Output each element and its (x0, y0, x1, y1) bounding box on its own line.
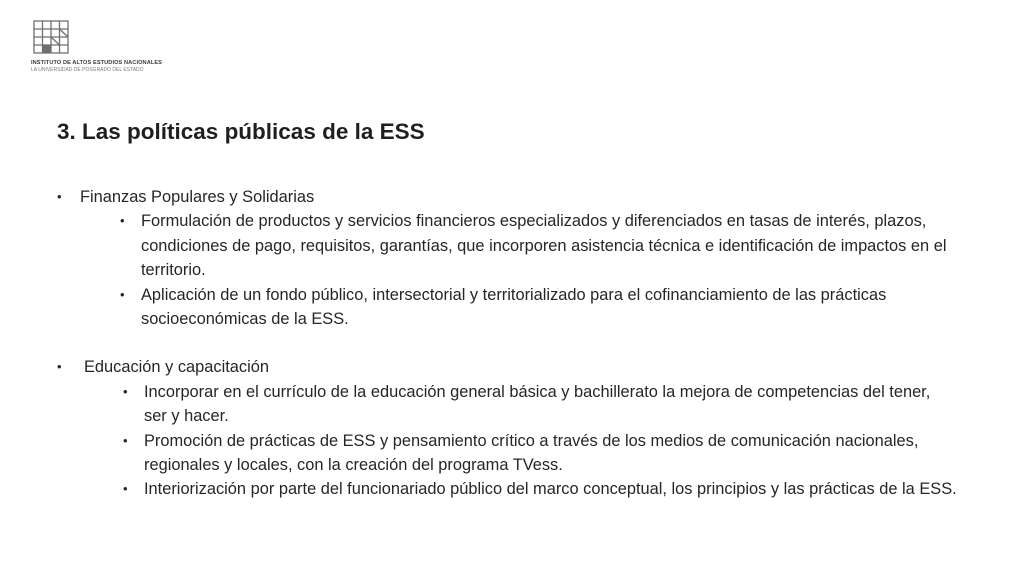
institute-logo (31, 20, 161, 73)
bullet-icon: • (57, 189, 62, 204)
list-item (119, 283, 957, 332)
section-finanzas (57, 185, 957, 331)
slide-content (57, 185, 957, 502)
section-heading: Finanzas Populares y Solidarias (80, 188, 315, 206)
list-item-text: Promoción de prácticas de ESS y pensamiento crítico a través de los medios de comunicación nacionales, regionales y locales, con la creación del programa TVess. (144, 431, 919, 475)
list-item (122, 380, 957, 429)
section-items (80, 209, 957, 331)
list-item-text: Aplicación de un fondo público, intersectorial y territorializado para el cofinanciamiento de las prácticas socioeconómicas de la ESS. (141, 285, 887, 329)
section-heading: Educación y capacitación (84, 358, 269, 377)
logo-subtitle: LA UNIVERSIDAD DE POSGRADO DEL ESTADO (31, 67, 144, 73)
section-items (84, 380, 957, 502)
bullet-icon: • (120, 213, 125, 229)
section-educacion (57, 355, 957, 501)
bullet-icon: • (120, 286, 125, 302)
list-item-text: Incorporar en el currículo de la educación general básica y bachillerato la mejora de competencias del tener, ser y hacer. (144, 382, 931, 426)
list-item (122, 429, 957, 478)
logo-institute-name: INSTITUTO DE ALTOS ESTUDIOS NACIONALES (31, 60, 163, 66)
slide-title: 3. Las políticas públicas de la ESS (57, 119, 425, 144)
list-item (122, 477, 957, 501)
list-item-text: Interiorización por parte del funcionariado público del marco conceptual, los principios y las prácticas de la ESS. (144, 480, 957, 499)
bullet-icon: • (123, 481, 128, 497)
bullet-icon: • (123, 432, 128, 448)
bullet-icon: • (57, 359, 62, 375)
list-item-text: Formulación de productos y servicios financieros especializados y diferenciados en tasas de interés, plazos, condiciones de pago, requisitos, garantías, que incorporen asistencia técnica e identificación de impactos en el territorio. (141, 212, 947, 280)
grid-logo-icon (33, 20, 69, 54)
bullet-icon: • (123, 383, 128, 399)
section-list (57, 185, 957, 502)
list-item (119, 209, 957, 282)
